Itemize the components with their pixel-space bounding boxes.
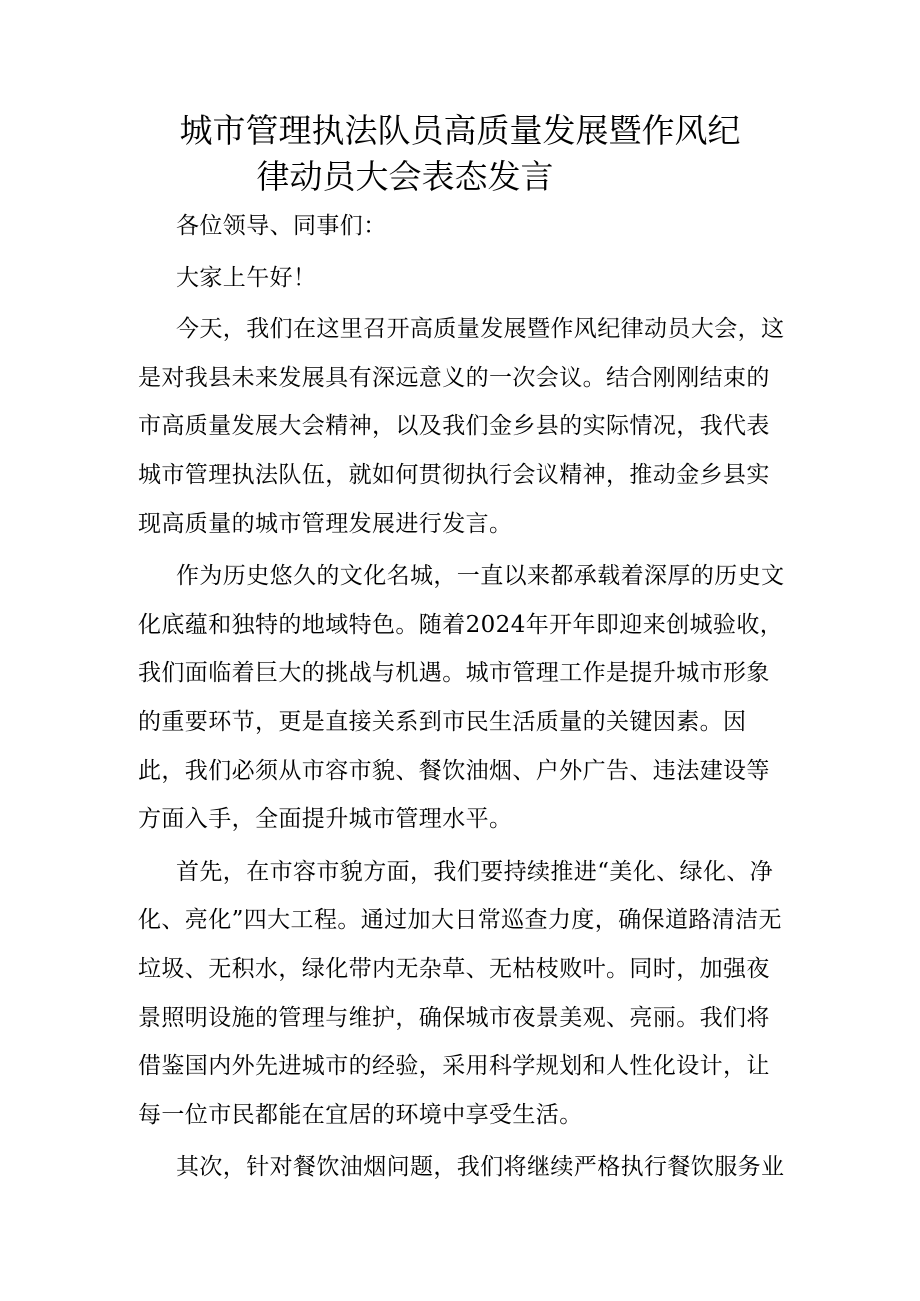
document-title (100, 108, 820, 200)
title-line-2: 律动员大会表态发言 (256, 157, 554, 196)
paragraph-4: 其次，针对餐饮油烟问题，我们将继续严格执行餐饮服务业 (176, 1154, 785, 1181)
paragraph-1: 今天，我们在这里召开高质量发展暨作风纪律动员大会，这是对我县未来发展具有深远意义的一次会议。结合刚刚结束的市高质量发展大会精神，以及我们金乡县的实际情况，我代表城市管理执法队伍，就如何贯彻执行会议精神，推动金乡县实现高质量的城市管理发展进行发言。 (138, 316, 785, 537)
title-line-1: 城市管理执法队员高质量发展暨作风纪 (179, 111, 741, 150)
paragraph-3: 首先，在市容市貌方面，我们要持续推进“美化、绿化、净化、亮化”四大工程。通过加大日常巡查力度，确保道路清洁无垃圾、无积水，绿化带内无杂草、无枯枝败叶。同时，加强夜景照明设施的管理与维护，确保城市夜景美观、亮丽。我们将借鉴国内外先进城市的经验，采用科学规划和人性化设计，让每一位市民都能在宜居的环境中享受生活。 (138, 858, 782, 1128)
greeting: 大家上午好！ (176, 264, 317, 291)
paragraph-2: 作为历史悠久的文化名城，一直以来都承载着深厚的历史文化底蕴和独特的地域特色。随着2024年开年即迎来创城验收，我们面临着巨大的挑战与机遇。城市管理工作是提升城市形象的重要环节，更是直接关系到市民生活质量的关键因素。因此，我们必须从市容市貌、餐饮油烟、户外广告、违法建设等方面入手，全面提升城市管理水平。 (138, 563, 785, 833)
document-body (138, 202, 788, 1196)
salutation: 各位领导、同事们： (176, 213, 387, 239)
